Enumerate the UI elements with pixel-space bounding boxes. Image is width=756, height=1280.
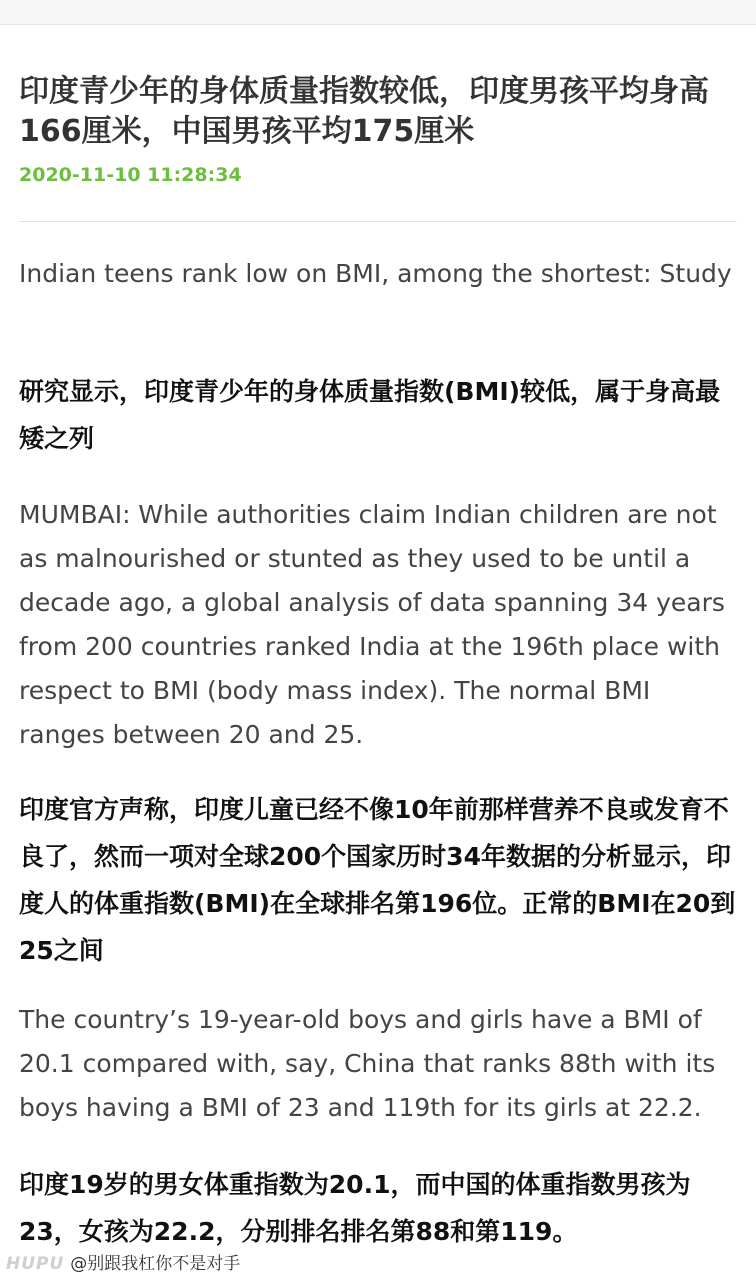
divider [19,221,737,222]
watermark [6,1251,240,1277]
browser-top-bar [0,0,756,25]
publish-date: 2020-11-10 11:28:34 [19,164,242,186]
paragraph-zh-mumbai: 印度官方声称，印度儿童已经不像10年前那样营养不良或发育不良了，然而一项对全球200个国家历时34年数据的分析显示，印度人的体重指数(BMI)在全球排名第196位。正常的BMI在20到25之间 [19,795,736,965]
watermark-user: @别跟我杠你不是对手 [70,1254,241,1274]
paragraph-en-stats: The country’s 19-year-old boys and girls have a BMI of 20.1 compared with, say, China that ranks 88th with its boys having a BMI of 23 and 119th for its girls at 22.2. [19,1005,716,1122]
paragraph-en-mumbai: MUMBAI: While authorities claim Indian children are not as malnourished or stunted as they used to be until a decade ago, a global analysis of data spanning 34 years from 200 countries ranked India at the 196th place with respect to BMI (body mass index). The normal BMI ranges between 20 and 25. [19,500,725,749]
paragraph-zh-stats: 印度19岁的男女体重指数为20.1，而中国的体重指数男孩为23，女孩为22.2，分别排名排名第88和第119。 [19,1170,691,1246]
paragraph-en-headline: Indian teens rank low on BMI, among the shortest: Study [19,259,732,288]
article-title: 印度青少年的身体质量指数较低，印度男孩平均身高166厘米，中国男孩平均175厘米 [19,74,709,149]
paragraph-zh-headline: 研究显示，印度青少年的身体质量指数(BMI)较低，属于身高最矮之列 [19,377,721,453]
hupu-logo: HUPU [6,1254,65,1274]
